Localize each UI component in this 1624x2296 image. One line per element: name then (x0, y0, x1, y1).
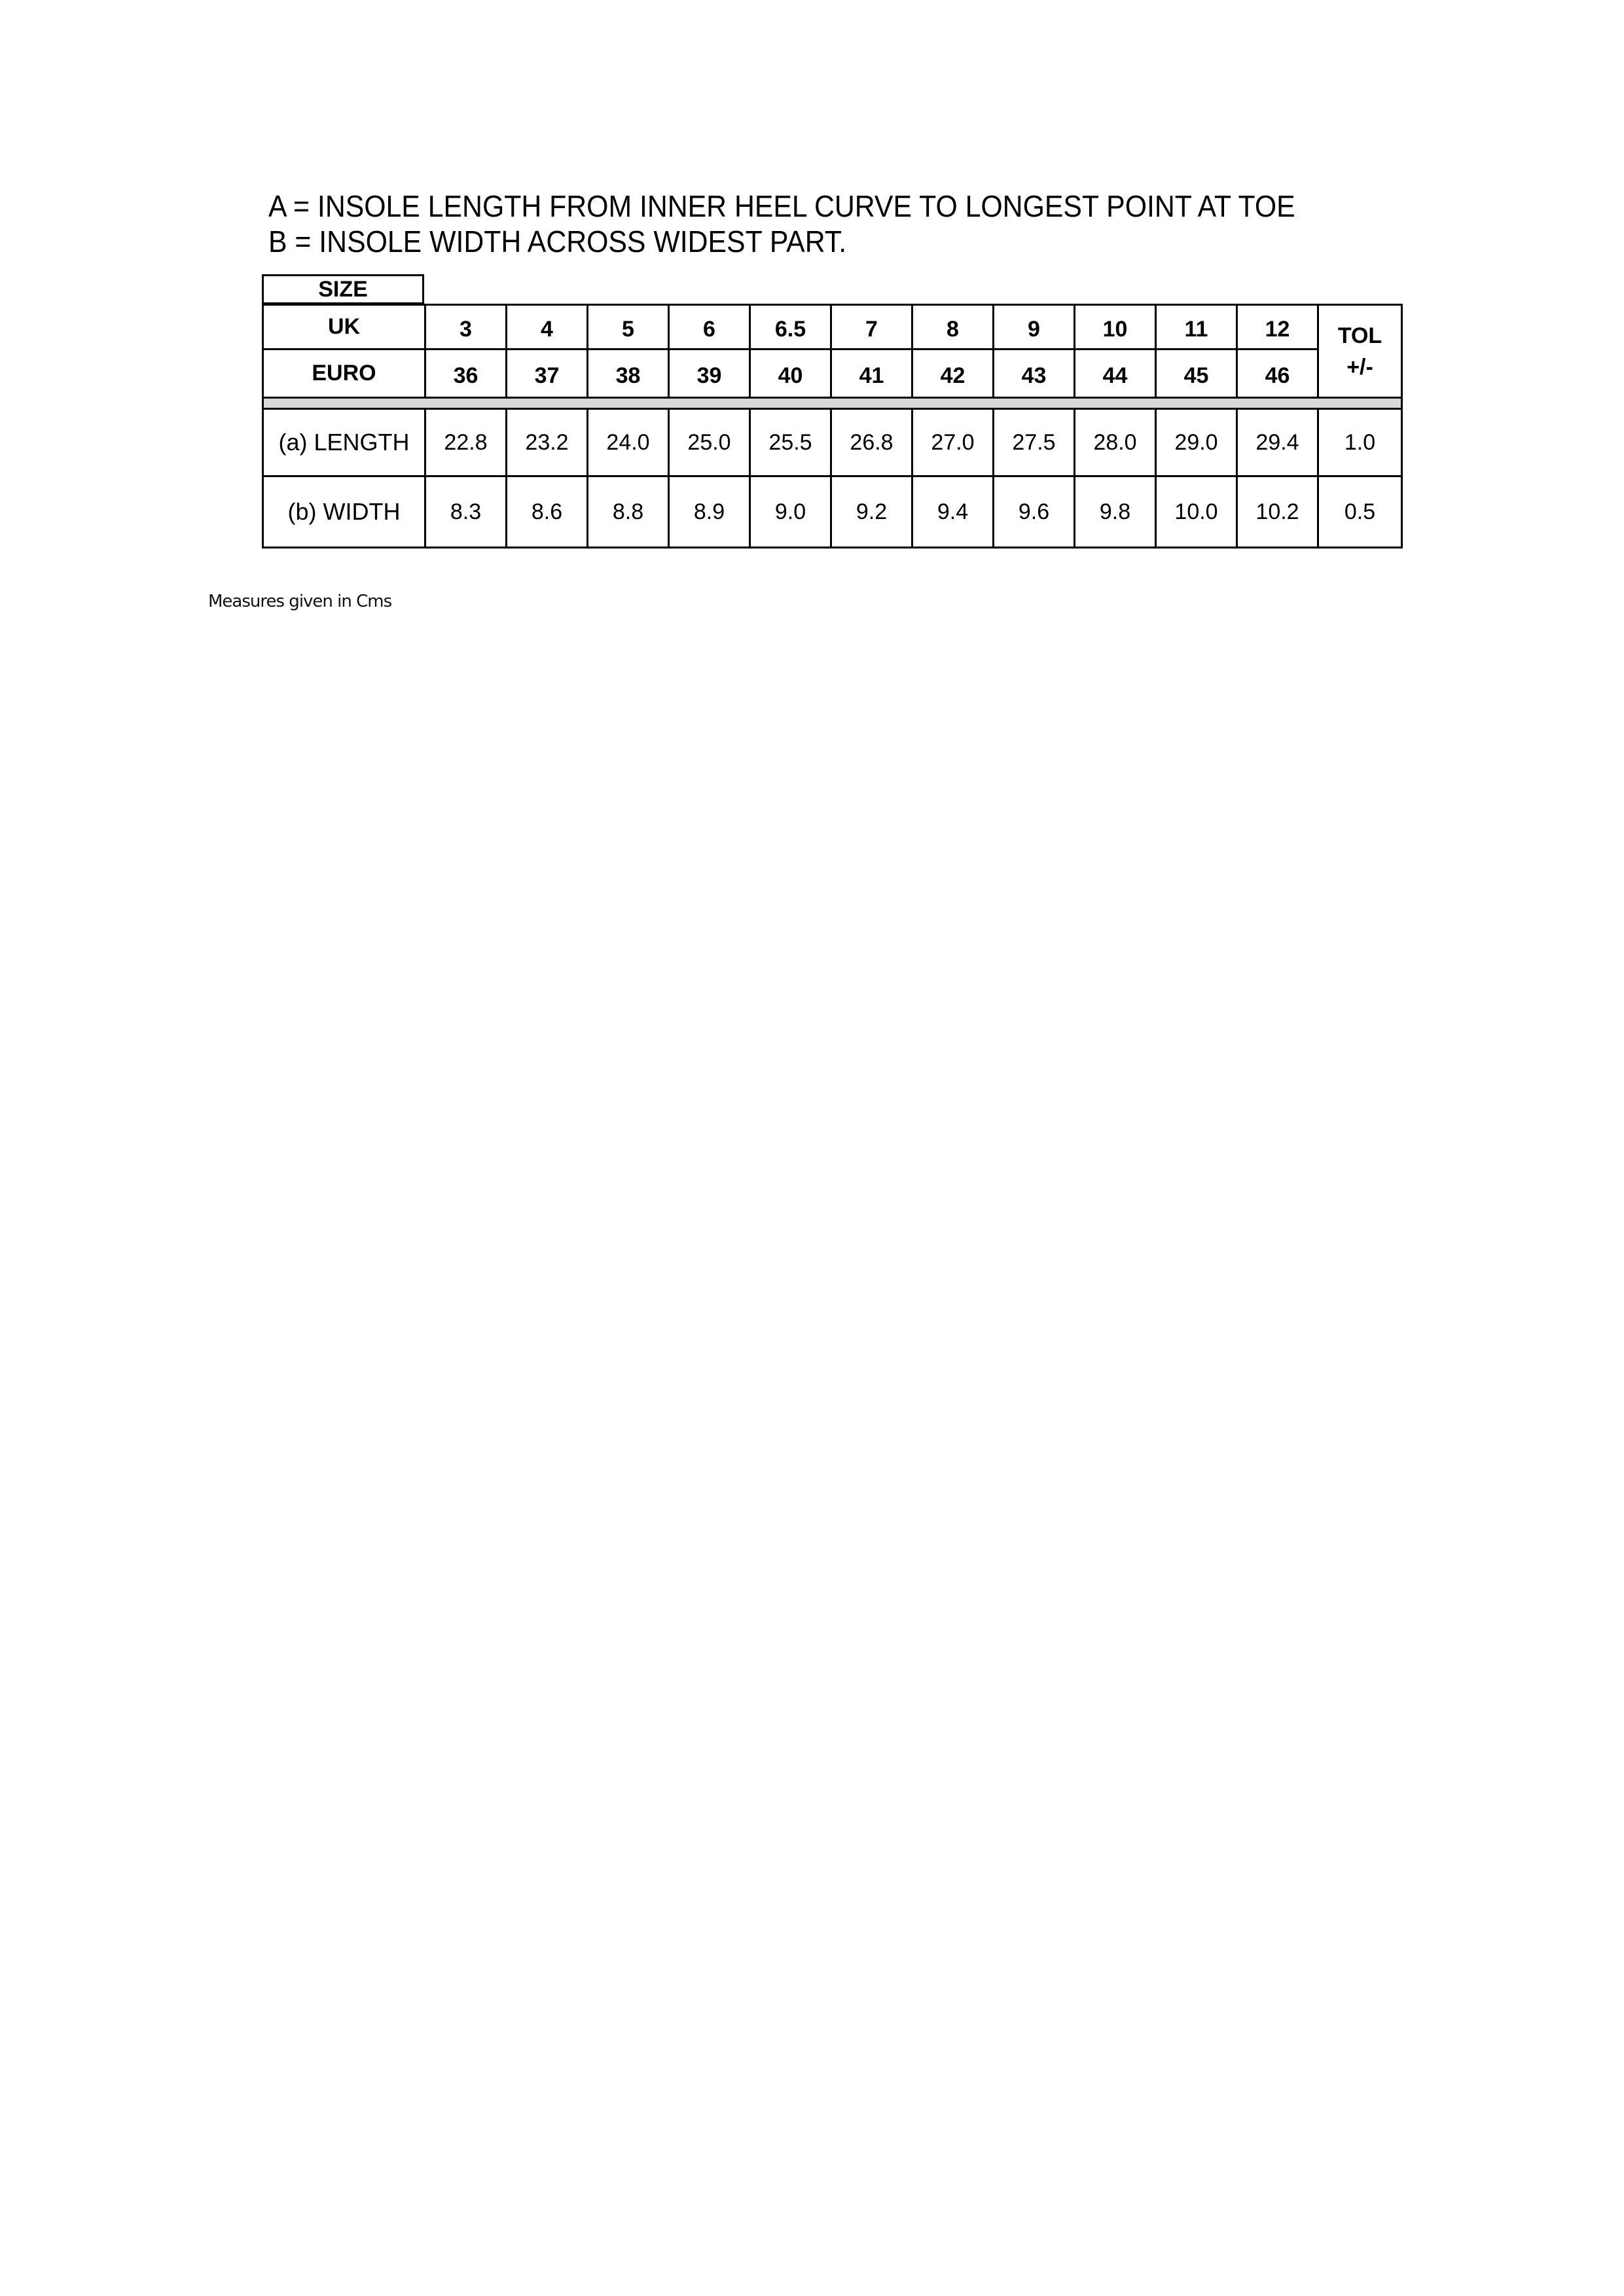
uk-size: 6.5 (750, 305, 831, 350)
definition-a: A = INSOLE LENGTH FROM INNER HEEL CURVE TO LONGEST POINT AT TOE (268, 189, 1295, 223)
length-label: (a) LENGTH (263, 409, 425, 476)
units-note: Measures given in Cms (208, 592, 392, 611)
length-value: 29.0 (1156, 409, 1237, 476)
width-value: 8.6 (507, 476, 588, 548)
separator-bar (263, 398, 1402, 409)
tolerance-header (1318, 305, 1402, 398)
width-value: 9.6 (994, 476, 1075, 548)
tolerance-label: TOL (1337, 323, 1382, 348)
length-tolerance: 1.0 (1318, 409, 1402, 476)
euro-size: 40 (750, 350, 831, 398)
width-value: 8.3 (425, 476, 507, 548)
euro-size: 41 (831, 350, 912, 398)
length-value: 29.4 (1237, 409, 1318, 476)
euro-size: 46 (1237, 350, 1318, 398)
width-value: 9.0 (750, 476, 831, 548)
definitions (268, 188, 1364, 259)
length-value: 25.0 (669, 409, 750, 476)
width-value: 10.0 (1156, 476, 1237, 548)
length-value: 27.5 (994, 409, 1075, 476)
length-value: 23.2 (507, 409, 588, 476)
uk-size: 7 (831, 305, 912, 350)
width-label: (b) WIDTH (263, 476, 425, 548)
width-value: 9.2 (831, 476, 912, 548)
size-header: SIZE (262, 274, 424, 304)
separator-row (263, 398, 1402, 409)
length-value: 25.5 (750, 409, 831, 476)
length-value: 28.0 (1075, 409, 1156, 476)
euro-size: 37 (507, 350, 588, 398)
uk-size: 3 (425, 305, 507, 350)
euro-size: 42 (912, 350, 994, 398)
size-chart-table (262, 304, 1403, 548)
euro-size: 38 (588, 350, 669, 398)
uk-size: 5 (588, 305, 669, 350)
euro-size: 44 (1075, 350, 1156, 398)
length-value: 22.8 (425, 409, 507, 476)
euro-size: 43 (994, 350, 1075, 398)
uk-size: 9 (994, 305, 1075, 350)
euro-label: EURO (263, 350, 425, 398)
width-value: 9.4 (912, 476, 994, 548)
width-row (263, 476, 1402, 548)
tolerance-sign: +/- (1346, 354, 1373, 380)
uk-size: 11 (1156, 305, 1237, 350)
uk-row (263, 305, 1402, 350)
euro-size: 36 (425, 350, 507, 398)
length-row (263, 409, 1402, 476)
definition-b: B = INSOLE WIDTH ACROSS WIDEST PART. (268, 224, 847, 259)
euro-size: 45 (1156, 350, 1237, 398)
euro-size: 39 (669, 350, 750, 398)
length-value: 24.0 (588, 409, 669, 476)
uk-size: 8 (912, 305, 994, 350)
uk-label: UK (263, 305, 425, 350)
width-value: 8.8 (588, 476, 669, 548)
width-tolerance: 0.5 (1318, 476, 1402, 548)
uk-size: 10 (1075, 305, 1156, 350)
length-value: 26.8 (831, 409, 912, 476)
width-value: 9.8 (1075, 476, 1156, 548)
uk-size: 12 (1237, 305, 1318, 350)
width-value: 8.9 (669, 476, 750, 548)
length-value: 27.0 (912, 409, 994, 476)
width-value: 10.2 (1237, 476, 1318, 548)
uk-size: 6 (669, 305, 750, 350)
euro-row (263, 350, 1402, 398)
uk-size: 4 (507, 305, 588, 350)
